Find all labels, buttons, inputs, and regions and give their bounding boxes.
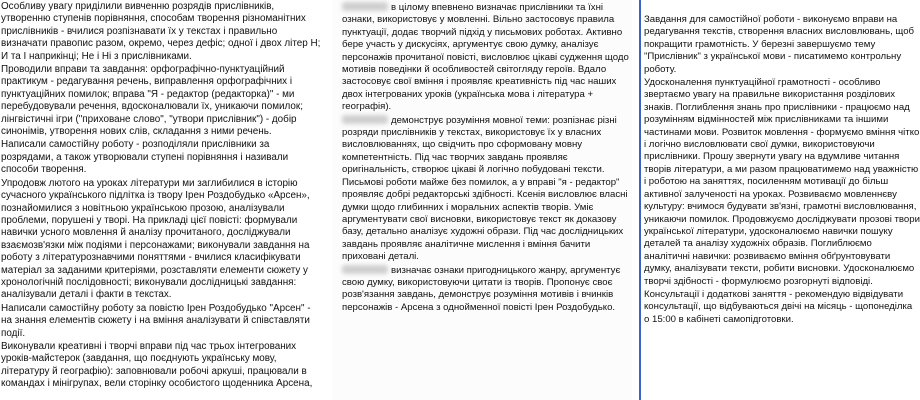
paragraph-literature-february: Упродовж лютого на уроках літератури ми заглибилися в історію сучасного українського підлітка із твору Ірен Роздобудько «Арсен», познайомилися з новітньою українською прозою, аналізували проблеми, порушені у творі. На прикладі цієї повісті: формували навички усного мовлення й аналізу прочитаного, досліджували взаємозв'язки між подіями і персонажами; виконували завдання на роботу з літературознавчими поняттями - вчилися класифікувати матеріал за заданими критеріями, розставляти елементи сюжету у хронологічній послідовності; виконували дослідницькі завдання: аналізували деталі і факти в текстах. <box>1 177 310 301</box>
paragraph-adverbs-study: Особливу увагу приділили вивченню розрядів прислівників, утворенню ступенів порівняння, способам творення різноманітних прислівників - вчилися розпізнавати їх у текстах і правильно визначати правопис разом, окремо, через дефіс; одної і двох літер Н; И та І наприкінці; Не і Ні з прислівниками. <box>1 1 321 62</box>
feedback-student-2 <box>342 115 632 264</box>
paragraph-exercises: Проводили вправи та завдання: орфографічно-пунктуаційний практикум - редагування речень, виправлення орфографічних і пунктуаційних помилок; вправа "Я - редактор (редакторка)" - ми перебудовували речення, вдосконалювали їх, уникаючи помилок; лінгвістичні ігри ("приховане слово", "утвори прислівник") - добір синонімів, утворення нових слів, складання з ними речень. <box>1 64 303 138</box>
redacted-name <box>342 265 388 274</box>
feedback-text-1: в цілому впевнено визначає прислівники та їхні ознаки, використовує у мовленні. Вільно застосовує правила пунктуації, додає творчий підхід у письмових роботах. Активно бере участь у дискусіях, аргументує свою думку, аналізує персонажів прочитаної повісті, висловлює цікаві судження щодо мотивів поведінки й особливостей світогляду героїв. Вдало застосовує свої вміння і проявляє креативність під час наших двох інтегрованих уроків (українська мова і література + географія). <box>342 2 629 113</box>
paragraph-improvement: Удосконалення пунктуаційної грамотності - особливо звертаємо увагу на правильне використання розділових знаків. Поглиблення знань про прислівники - працюємо над розумінням відмінностей між прислівниками та іншими частинами мови. Розвиток мовлення - формуємо вміння чітко і логічно висловлювати свої думки, використовуючи прислівники. Прошу звернути увагу на вдумливе читання творів літератури, а ми разом працюватимемо над уважністю і роботою на заняттях, посиленням мотивації до більш активної залученості на уроках. Розвиваємо мовленнєву культуру: вчимося будувати зв'язні, грамотні висловлювання, уникаючи помилок. Продовжуємо досліджувати прозові твори української літератури, удосконалюємо навички пошуку деталей та аналізу художніх образів. Поглиблюємо аналітичні навички: розвиваємо вміння обґрунтовувати думку, аналізувати тексти, робити висновки. Удосконалюємо творчі здібності - формулюємо розгорнуті відповіді. <box>644 77 920 287</box>
paragraph-homework: Завдання для самостійної роботи - виконуємо вправи на редагування текстів, створення власних висловлювань, щоб покращити грамотність. У березні завершуємо тему "Прислівник" з української мови - писатимемо контрольну роботу. <box>644 14 915 75</box>
feedback-text-2: демонструє розуміння мовної теми: розпізнає різні розряди прислівників у текстах, використовує їх у власних висловлюваннях, що свідчить про сформовану мовну компетентність. Під час творчих завдань проявляє оригінальність, створює цікаві й логічно побудовані тексти. Письмові роботи майже без помилок, а у вправі "я - редактор" проявляє добрі редакторські здібності. Ксенія висловлює власні думки щодо глибинних і моральних аспектів творів. Уміє аргументувати свої висновки, використовує текст як доказову базу, детально аналізує художні образи. Під час дослідницьких завдань проявляє аналітичне мислення і вміння бачити приховані деталі. <box>342 114 628 263</box>
paragraph-independent-work: Написали самостійну роботу - розподіляли прислівники за розрядами, а також утворювали ступені порівняння і називали способи творення. <box>1 139 289 176</box>
paragraph-consultations: Консультації і додаткові заняття - рекомендую відвідувати консультації, що відбуваються двічі на місяць - щопонеділка о 15:00 в кабінеті самопідготовки. <box>644 288 913 325</box>
paragraph-literature-test: Написали самостійну роботу за повістю Ірен Роздобудько "Арсен" - на знання елементів сюжету і на вміння аналізувати й співставляти події. <box>1 302 311 339</box>
column-class-review <box>0 0 322 400</box>
column-recommendations <box>641 0 920 400</box>
feedback-text-3: визначає ознаки пригодницького жанру, аргументує свою думку, використовуючи цитати із творів. Пропонує своє розв'язання завдань, демонструє розуміння мотивів і вчинків персонажів - Арсена з однойменної повісті Ірен Роздобудько. <box>342 264 621 313</box>
feedback-student-1 <box>342 2 632 114</box>
redacted-name <box>342 115 388 124</box>
paragraph-integrated-lessons: Виконували креативні і творчі вправи під час трьох інтегрованих уроків-майстерок (завдання, що поєднують українську мову, літературу й географію): заповнювали робочі аркуші, працювали в командах і мінігрупах, вели сторінку особистого щоденника Арсена, <box>1 340 313 390</box>
column-student-feedback <box>332 0 632 400</box>
redacted-name <box>342 2 388 11</box>
feedback-student-3 <box>342 265 632 315</box>
